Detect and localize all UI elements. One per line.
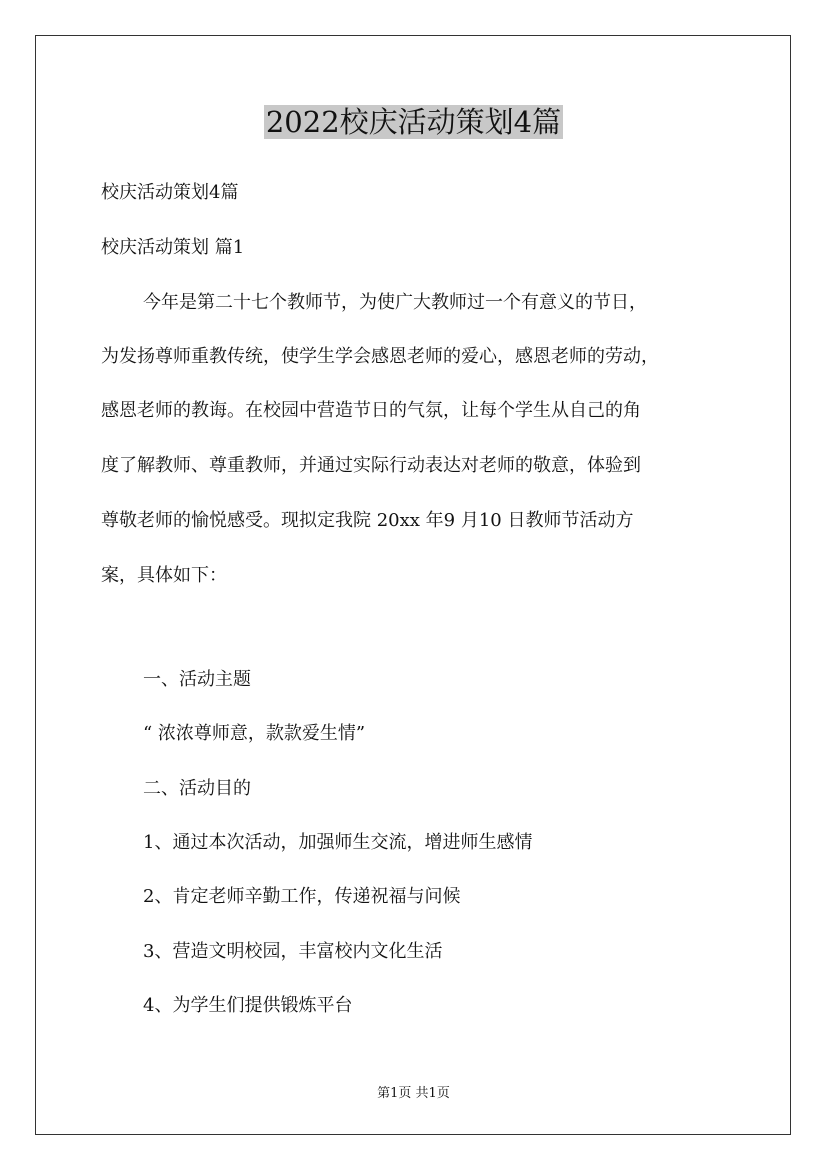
document-title: 2022校庆活动策划4篇 [265,105,562,139]
purpose-item: 1、通过本次活动，加强师生交流，增进师生感情 [143,832,533,853]
paragraph-line: 感恩老师的教诲。在校园中营造节日的气氛，让每个学生从自己的角 [101,400,641,421]
paragraph-line: 尊敬老师的愉悦感受。现拟定我院 20xx 年9 月10 日教师节活动方 [101,510,634,531]
purpose-item: 2、肯定老师辛勤工作，传递祝福与问候 [143,886,461,907]
subtitle: 校庆活动策划4篇 [101,182,239,203]
section1-heading: 一、活动主题 [143,669,251,690]
purpose-item: 4、为学生们提供锻炼平台 [143,995,353,1016]
paragraph-line: 为发扬尊师重教传统，使学生学会感恩老师的爱心，感恩老师的劳动， [101,346,659,367]
theme-text: “ 浓浓尊师意，款款爱生情” [143,723,366,744]
section-heading: 校庆活动策划 篇1 [101,237,245,258]
document-title-wrapper [0,102,827,142]
paragraph-line: 案，具体如下： [101,565,227,586]
purpose-item: 3、营造文明校园，丰富校内文化生活 [143,941,443,962]
paragraph-line: 度了解教师、尊重教师，并通过实际行动表达对老师的敬意，体验到 [101,455,641,476]
paragraph-line: 今年是第二十七个教师节，为使广大教师过一个有意义的节日， [143,292,647,313]
page-footer: 第1页 共1页 [377,1086,450,1101]
section2-heading: 二、活动目的 [143,778,251,799]
